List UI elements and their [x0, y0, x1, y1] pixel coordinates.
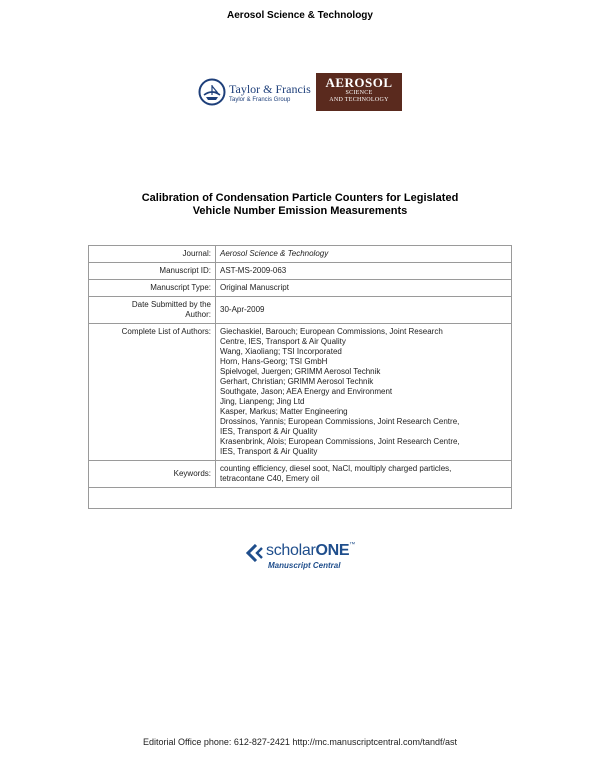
authors-label: Complete List of Authors: [89, 324, 216, 461]
scholarone-logo [246, 542, 366, 576]
publisher-name: Taylor & Francis [229, 82, 311, 96]
paper-title [60, 192, 540, 218]
author-line: Southgate, Jason; AEA Energy and Environment [220, 387, 393, 396]
author-line: Kasper, Markus; Matter Engineering [220, 407, 348, 416]
row-authors [89, 324, 512, 461]
author-line: Drossinos, Yannis; European Commissions, Joint Research Centre, [220, 417, 460, 426]
date-label-line-2: Author: [185, 310, 211, 319]
author-line: IES, Transport & Air Quality [220, 447, 318, 456]
keywords-value [216, 461, 512, 488]
date-label-line-1: Date Submitted by the [131, 300, 211, 309]
keywords-label: Keywords: [89, 461, 216, 488]
empty-cell [89, 488, 512, 509]
row-manuscript-id [89, 263, 512, 280]
manuscript-id-value: AST-MS-2009-063 [216, 263, 512, 280]
row-journal [89, 246, 512, 263]
paper-title-line-1: Calibration of Condensation Particle Counters for Legislated [141, 192, 459, 204]
scholarone-subtitle: Manuscript Central [268, 561, 341, 570]
scholarone-trademark: ™ [349, 542, 355, 548]
row-empty [89, 488, 512, 509]
publisher-group: Taylor & Francis Group [229, 97, 291, 103]
aerosol-logo-subtitle-1: SCIENCE [345, 90, 373, 96]
journal-label: Journal: [89, 246, 216, 263]
author-line: Krasenbrink, Alois; European Commissions, Joint Research Centre, [220, 437, 460, 446]
scholarone-word-part-1: scholar [266, 542, 316, 559]
row-keywords [89, 461, 512, 488]
journal-value: Aerosol Science & Technology [216, 246, 512, 263]
manuscript-type-label: Manuscript Type: [89, 280, 216, 297]
taylor-francis-emblem-icon [198, 78, 226, 106]
date-submitted-value: 30-Apr-2009 [216, 297, 512, 324]
authors-value [216, 324, 512, 461]
aerosol-logo-title: AEROSOL [325, 75, 393, 90]
aerosol-logo-subtitle-2: AND TECHNOLOGY [329, 97, 389, 103]
editorial-office-footer: Editorial Office phone: 612-827-2421 http://mc.manuscriptcentral.com/tandf/ast [142, 737, 457, 747]
paper-title-line-2: Vehicle Number Emission Measurements [192, 205, 408, 217]
author-line: Wang, Xiaoliang; TSI Incorporated [220, 347, 342, 356]
scholarone-chevron-icon [246, 544, 264, 562]
author-line: Giechaskiel, Barouch; European Commissions, Joint Research [220, 327, 443, 336]
date-submitted-label [89, 297, 216, 324]
journal-header: Aerosol Science & Technology [227, 10, 373, 21]
author-line: Spielvogel, Juergen; GRIMM Aerosol Technik [220, 367, 381, 376]
manuscript-id-label: Manuscript ID: [89, 263, 216, 280]
row-date-submitted [89, 297, 512, 324]
author-line: Gerhart, Christian; GRIMM Aerosol Technik [220, 377, 374, 386]
keywords-line-2: tetracontane C40, Emery oil [220, 474, 320, 483]
aerosol-journal-logo [316, 73, 402, 111]
manuscript-info-table [88, 245, 512, 509]
logo-bar [198, 73, 408, 113]
author-line: Jing, Lianpeng; Jing Ltd [220, 397, 305, 406]
row-manuscript-type [89, 280, 512, 297]
scholarone-wordmark [266, 542, 355, 560]
keywords-line-1: counting efficiency, diesel soot, NaCl, moultiply charged particles, [220, 464, 452, 473]
taylor-francis-logo [198, 78, 310, 110]
author-line: Horn, Hans-Georg; TSI GmbH [220, 357, 328, 366]
author-line: Centre, IES, Transport & Air Quality [220, 337, 346, 346]
author-line: IES, Transport & Air Quality [220, 427, 318, 436]
manuscript-type-value: Original Manuscript [216, 280, 512, 297]
scholarone-word-part-2: ONE [315, 542, 350, 559]
